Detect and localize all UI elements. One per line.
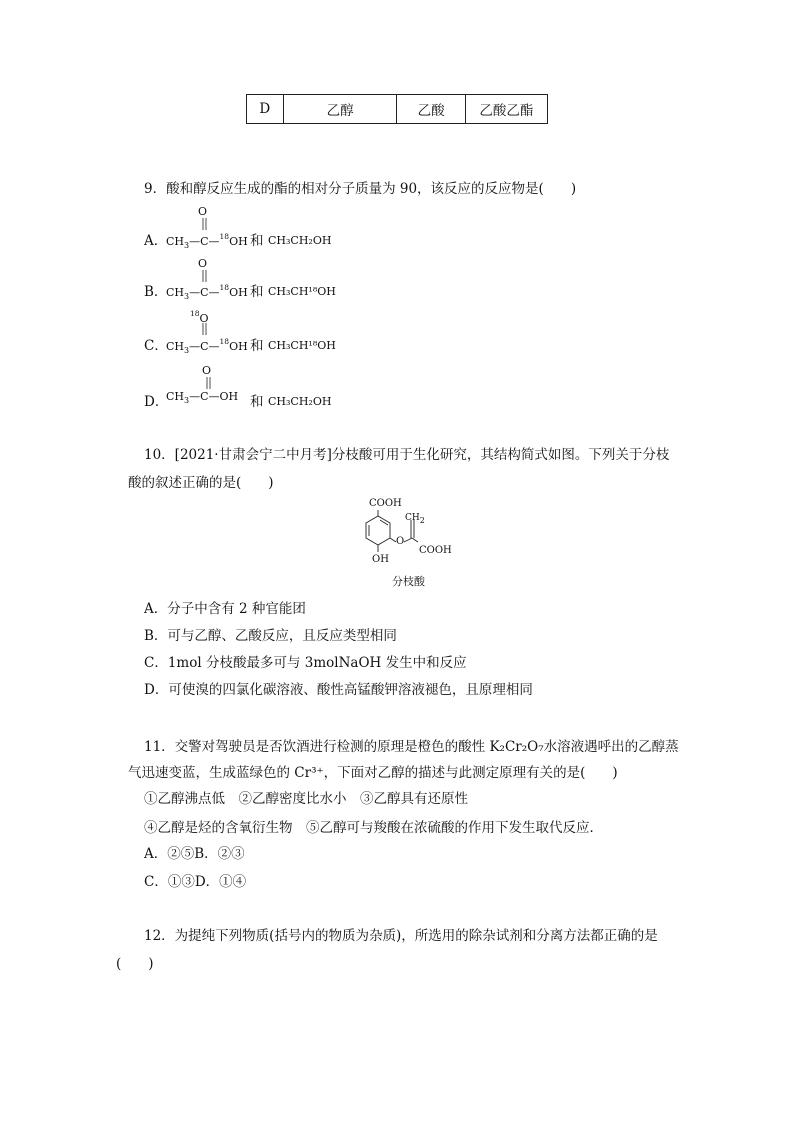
answer-table-row bbox=[246, 94, 548, 124]
carboxyl-right: COOH bbox=[419, 545, 452, 556]
q11-options-cd: C．①③D．①④ bbox=[144, 874, 247, 890]
option-letter: C． bbox=[144, 338, 168, 354]
carbonyl-oxygen: O bbox=[202, 364, 212, 377]
methyl-group: $CH_3—C—^{18}OH$ bbox=[166, 337, 248, 355]
option-letter: D． bbox=[144, 394, 169, 410]
option-letter: B． bbox=[144, 284, 168, 300]
question-10-stem-line1: 10．[2021·甘肃会宁二中月考]分枝酸可用于生化研究，其结构简式如图。下列关于分枝 bbox=[144, 447, 670, 463]
question-11-stem-line2: 气迅速变蓝，生成蓝绿色的 Cr³⁺，下面对乙醇的描述与此测定原理有关的是( ) bbox=[128, 765, 618, 781]
and-label: 和 bbox=[250, 233, 264, 249]
double-bond bbox=[200, 270, 210, 284]
methyl-group: $CH_3—C—^{18}OH$ bbox=[166, 232, 248, 250]
table-cell: 乙酸乙酯 bbox=[465, 95, 547, 124]
option-letter: A． bbox=[144, 233, 168, 249]
table-cell: D bbox=[247, 95, 284, 124]
carbonyl-oxygen: $^{18}$O bbox=[190, 309, 209, 325]
alcohol-formula: CH₃CH₂OH bbox=[268, 234, 332, 247]
table-cell: 乙醇 bbox=[283, 95, 397, 124]
and-label: 和 bbox=[250, 338, 264, 354]
q11-items-line1: ①乙醇沸点低 ②乙醇密度比水小 ③乙醇具有还原性 bbox=[144, 791, 468, 807]
and-label: 和 bbox=[250, 284, 264, 300]
question-12-stem-line1: 12．为提纯下列物质(括号内的物质为杂质)，所选用的除杂试剂和分离方法都正确的是 bbox=[144, 928, 658, 944]
q11-options-ab: A．②⑤B．②③ bbox=[144, 846, 245, 862]
and-label: 和 bbox=[250, 394, 264, 410]
q10-option-a: A．分子中含有 2 种官能团 bbox=[144, 601, 306, 617]
q10-option-c: C．1mol 分枝酸最多可与 3molNaOH 发生中和反应 bbox=[144, 655, 467, 671]
double-bond bbox=[200, 218, 210, 232]
ether-oxygen: O bbox=[396, 536, 405, 547]
q11-items-line2: ④乙醇是烃的含氧衍生物 ⑤乙醇可与羧酸在浓硫酸的作用下发生取代反应． bbox=[144, 820, 603, 836]
question-12-stem-line2: ( ) bbox=[116, 956, 154, 972]
alcohol-formula: CH₃CH¹⁸OH bbox=[268, 285, 336, 298]
double-bond bbox=[200, 323, 210, 337]
question-9-stem: 9．酸和醇反应生成的酯的相对分子质量为 90，该反应的反应物是( ) bbox=[144, 181, 577, 197]
question-11-stem-line1: 11．交警对驾驶员是否饮酒进行检测的原理是橙色的酸性 K₂Cr₂O₇水溶液遇呼出的乙醇蒸 bbox=[144, 739, 679, 755]
carbonyl-oxygen: O bbox=[198, 257, 208, 270]
structure-caption: 分枝酸 bbox=[392, 575, 425, 588]
alcohol-formula: CH₃CH¹⁸OH bbox=[268, 339, 336, 352]
methylene-group: CH2 bbox=[405, 513, 425, 525]
carbonyl-oxygen: O bbox=[198, 205, 208, 218]
double-bond bbox=[204, 377, 214, 391]
q10-option-d: D．可使溴的四氯化碳溶液、酸性高锰酸钾溶液褪色，且原理相同 bbox=[144, 682, 533, 698]
question-10-stem-line2: 酸的叙述正确的是( ) bbox=[128, 475, 274, 491]
table-cell: 乙酸 bbox=[397, 95, 465, 124]
hydroxyl-group: OH bbox=[372, 554, 389, 565]
methyl-group: $CH_3—C—^{18}OH$ bbox=[166, 283, 248, 301]
q10-option-b: B．可与乙醇、乙酸反应，且反应类型相同 bbox=[144, 628, 397, 644]
methyl-group: $CH_3—C—OH$ bbox=[166, 390, 239, 405]
carboxyl-top: COOH bbox=[369, 498, 402, 509]
alcohol-formula: CH₃CH₂OH bbox=[268, 395, 332, 408]
